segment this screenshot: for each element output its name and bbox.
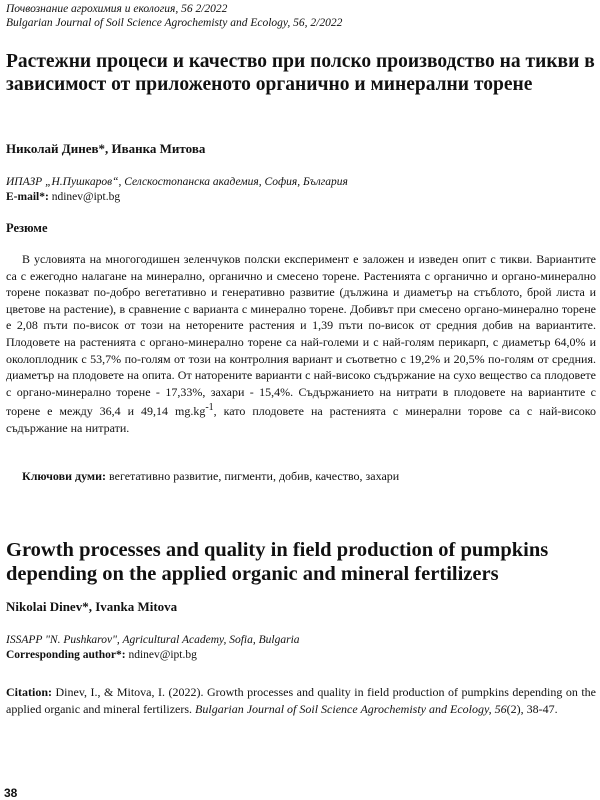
email-link-bg[interactable]: ndinev@ipt.bg bbox=[51, 191, 121, 203]
affiliation-en: ISSAPP "N. Pushkarov", Agricultural Academy, Sofia, Bulgaria bbox=[6, 634, 300, 646]
page-number: 38 bbox=[4, 786, 18, 800]
citation-issue-pages: (2), 38-47. bbox=[506, 701, 558, 716]
keywords-list: вегетативно развитие, пигменти, добив, качество, захари bbox=[106, 469, 400, 483]
authors-bg: Николай Динев*, Иванка Митова bbox=[6, 141, 206, 156]
citation bbox=[6, 684, 596, 717]
journal-name-en: Bulgarian Journal of Soil Science Agrochemisty and Ecology, 56, 2/2022 bbox=[6, 17, 343, 29]
keywords-label: Ключови думи: bbox=[22, 469, 107, 483]
email-line-bg bbox=[6, 191, 120, 203]
abstract-bg bbox=[6, 251, 596, 437]
keywords-line bbox=[22, 469, 399, 484]
abstract-text-1: В условията на многогодишен зеленчуков полски експеримент е заложен и изведен опит с тикви. Вариантите са с ежегодно налагане на минерално, органично и смесено торене. Растенията с органично и органо-минерално торене показват по-добро вегетативно и генеративно развитие (дължина и диаметър на стъблото, брой листа и цветове на растение), в сравнение с варианта с минерално торене. Добивът при смесено органо-минерално торене е 2,08 пъти по-висок от този на неторените растения и 1,39 пъти по-висок от средния добив на вариантите. Плодовете на растенията с органо-минерално торене са най-големи и с най-голям перикарп, с диаметър 64,0% и околоплодник с 53,7% по-голям от този на контролния вариант и съответно с 19,2% и 20,5% по-голям от средния. диаметър на плодовете на опита. От наторените варианти с най-високо съдържание на сухо вещество са плодовете с органо-минерално торене - 17,33%, захари - 15,4%. Съдържанието на нитрати в плодовете на вариантите с торене е между 36,4 и 49,14 mg.kg bbox=[6, 252, 596, 419]
abstract-unit-superscript: -1 bbox=[205, 402, 214, 414]
article-title-en: Growth processes and quality in field production of pumpkins depending on the applied organic and mineral fertilizers bbox=[6, 539, 549, 585]
citation-label: Citation: bbox=[6, 685, 52, 699]
resume-heading: Резюме bbox=[6, 221, 48, 235]
journal-name-bg: Почвознание агрохимия и екология, 56 2/2022 bbox=[6, 3, 228, 15]
authors-en: Nikolai Dinev*, Ivanka Mitova bbox=[6, 599, 178, 614]
corresponding-author-label: Corresponding author*: bbox=[6, 649, 126, 661]
citation-journal: Bulgarian Journal of Soil Science Agrochemisty and Ecology, 56 bbox=[195, 701, 507, 716]
article-title-bg: Растежни процеси и качество при полско производство на тикви в зависимост от приложеното органично и минерални торене bbox=[6, 51, 595, 95]
abstract-text-2: , като плодовете на растенията с минерални торове са с най-високо съдържание на нитрати. bbox=[6, 404, 596, 435]
affiliation-bg: ИПАЗР „Н.Пушкаров“, Селскостопанска академия, София, България bbox=[6, 176, 348, 188]
email-label-bg: E-mail*: bbox=[6, 191, 49, 203]
corresponding-author-line bbox=[6, 649, 197, 661]
corresponding-author-email[interactable]: ndinev@ipt.bg bbox=[125, 649, 197, 661]
citation-text: Dinev, I., & Mitova, I. (2022). Growth processes and quality in field production of pumpkins depending on the applied organic and mineral fertilizers. bbox=[6, 685, 596, 716]
